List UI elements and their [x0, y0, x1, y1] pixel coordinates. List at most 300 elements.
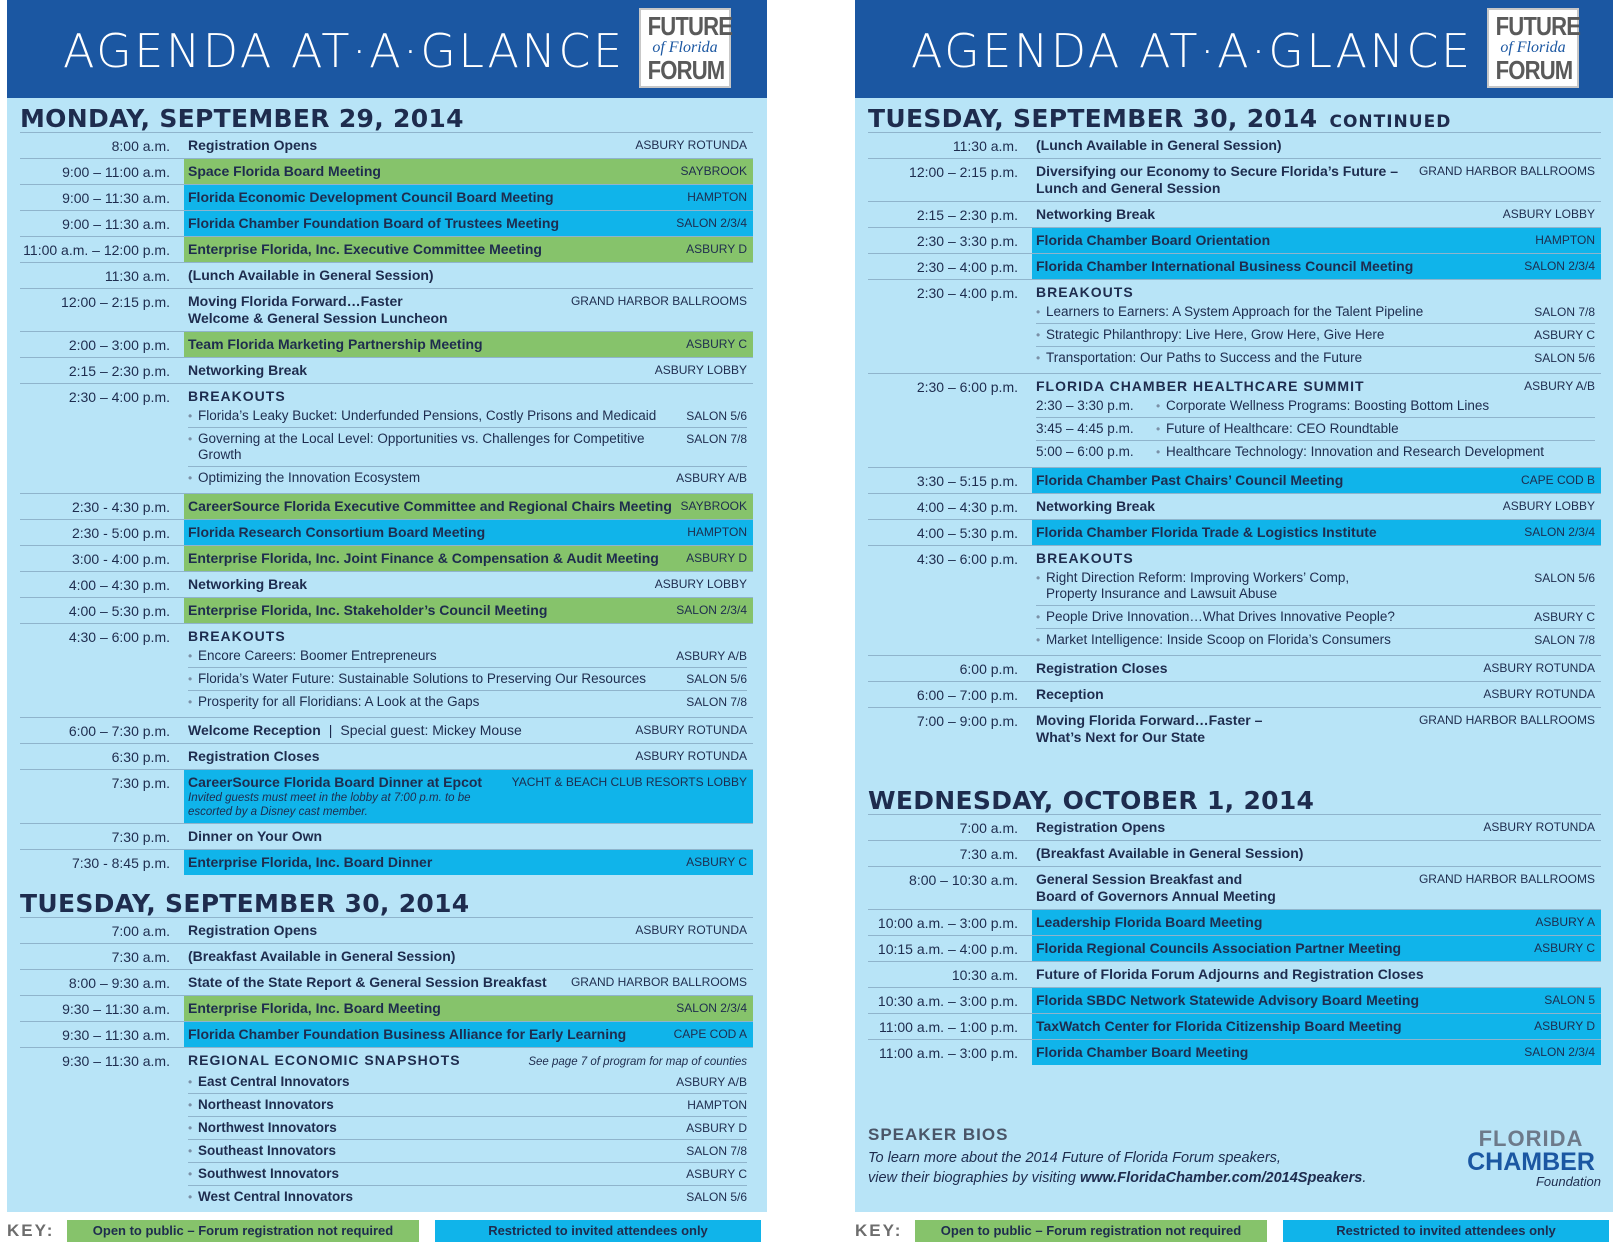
agenda-row — [868, 227, 1601, 253]
breakout-label: Transportation: Our Paths to Success and the Future — [1046, 350, 1363, 365]
event-title-text: Florida Chamber Foundation Board of Trustees Meeting — [188, 215, 560, 231]
event-location: ASBURY LOBBY — [654, 363, 747, 377]
agenda-time: 10:30 a.m. – 3:00 p.m. — [877, 993, 1018, 1009]
breakout-label: Prosperity for all Floridians: A Look at the Gaps — [198, 694, 480, 709]
event-title-text: Team Florida Marketing Partnership Meeting — [188, 336, 483, 352]
breakout-label: Southeast Innovators — [198, 1143, 337, 1158]
speaker-bios-title: SPEAKER BIOS — [868, 1125, 1009, 1144]
event-location: HAMPTON — [1535, 233, 1595, 247]
agenda-row — [868, 1013, 1601, 1039]
agenda-event — [1032, 202, 1601, 227]
breakout-block-title — [1036, 284, 1595, 301]
breakout-location: HAMPTON — [687, 1098, 747, 1112]
breakout-label: Southwest Innovators — [198, 1166, 340, 1181]
block-note: See page 7 of program for map of counties — [528, 1056, 747, 1068]
agenda-row — [20, 717, 753, 743]
agenda-event — [184, 598, 753, 623]
breakout-item — [188, 466, 747, 489]
agenda-event — [1032, 708, 1601, 750]
agenda-row — [20, 331, 753, 357]
agenda-row — [20, 158, 753, 184]
breakout-location: SALON 5/6 — [1534, 571, 1595, 585]
event-title — [1036, 258, 1516, 275]
breakout-item — [1036, 396, 1595, 417]
breakout-label: Market Intelligence: Inside Scoop on Florida’s Consumers — [1046, 632, 1391, 647]
agenda-row — [20, 383, 753, 493]
breakout-item — [1036, 323, 1595, 346]
agenda-time: 4:30 – 6:00 p.m. — [68, 629, 170, 645]
agenda-time: 7:30 p.m. — [111, 775, 170, 791]
agenda-row — [20, 943, 753, 969]
event-location: SALON 2/3/4 — [1524, 1045, 1595, 1059]
breakout-label: East Central Innovators — [198, 1074, 350, 1089]
breakout-item — [188, 690, 747, 713]
agenda-event — [1032, 546, 1601, 655]
agenda-event — [1032, 936, 1601, 961]
event-title — [1036, 232, 1527, 249]
event-title-text: Leadership Florida Board Meeting — [1036, 914, 1263, 930]
key-restricted: Restricted to invited attendees only — [1283, 1220, 1609, 1242]
block-title-text: FLORIDA CHAMBER HEALTHCARE SUMMIT — [1036, 378, 1365, 394]
speaker-bios-text: To learn more about the 2014 Future of Florida Forum speakers, view their biographies by visiting www.FloridaChamber.com/2014Speakers. — [868, 1150, 1367, 1186]
agenda-event — [184, 494, 753, 519]
agenda-time: 9:30 – 11:30 a.m. — [62, 1027, 170, 1043]
breakout-list — [188, 406, 747, 489]
event-title — [188, 974, 563, 991]
event-title — [1036, 206, 1495, 223]
block-title-text: BREAKOUTS — [188, 388, 286, 404]
agenda-row — [868, 814, 1601, 840]
breakout-list — [1036, 568, 1595, 651]
day-heading-monday: MONDAY, SEPTEMBER 29, 2014 — [20, 104, 464, 133]
event-title-text: Florida Economic Development Council Board Meeting — [188, 189, 554, 205]
event-location: GRAND HARBOR BALLROOMS — [1418, 713, 1595, 727]
agenda-event — [184, 159, 753, 184]
separator: | — [328, 722, 333, 738]
event-location: ASBURY C — [1534, 941, 1595, 955]
event-title-text: Reception — [1036, 686, 1104, 702]
event-title — [188, 293, 563, 327]
agenda-row — [20, 357, 753, 383]
agenda-event — [1032, 133, 1601, 158]
agenda-row — [868, 707, 1601, 750]
agenda-time: 11:30 a.m. — [104, 268, 170, 284]
agenda-time: 3:30 – 5:15 p.m. — [916, 473, 1018, 489]
event-location: ASBURY A/B — [1524, 379, 1595, 393]
event-location: HAMPTON — [687, 190, 747, 204]
bullet-icon: • — [188, 409, 193, 423]
event-title — [1036, 137, 1595, 154]
agenda-time: 6:30 p.m. — [111, 749, 170, 765]
agenda-time: 7:00 a.m. — [959, 820, 1018, 836]
event-title — [188, 524, 679, 541]
agenda-event — [1032, 494, 1601, 519]
agenda-row — [868, 253, 1601, 279]
bullet-icon: • — [1156, 445, 1161, 459]
breakout-label: Learners to Earners: A System Approach for the Talent Pipeline — [1046, 304, 1424, 319]
agenda-time: 8:00 – 10:30 a.m. — [909, 872, 1018, 888]
breakout-block-title — [188, 388, 747, 405]
event-title — [188, 267, 747, 284]
banner-title: AGENDA AT·A·GLANCE — [63, 24, 625, 78]
bullet-icon: • — [1036, 571, 1041, 585]
event-location: ASBURY ROTUNDA — [1483, 687, 1595, 701]
breakout-list — [1036, 396, 1595, 463]
event-location: ASBURY D — [1534, 1019, 1595, 1033]
event-title-text: (Breakfast Available in General Session) — [188, 948, 456, 964]
agenda-event — [1032, 988, 1601, 1013]
event-title-text: Florida Chamber Florida Trade & Logistics Institute — [1036, 524, 1377, 540]
agenda-row — [868, 655, 1601, 681]
agenda-row — [20, 597, 753, 623]
agenda-time: 6:00 – 7:30 p.m. — [68, 723, 170, 739]
event-title — [1036, 163, 1411, 197]
event-title — [188, 215, 668, 232]
agenda-row — [868, 545, 1601, 655]
breakout-location: ASBURY C — [686, 1167, 747, 1181]
agenda-time: 12:00 – 2:15 p.m. — [61, 294, 170, 310]
event-title-text: Space Florida Board Meeting — [188, 163, 381, 179]
event-title — [1036, 966, 1595, 983]
breakout-label: Strategic Philanthropy: Live Here, Grow Here, Give Here — [1046, 327, 1385, 342]
agenda-time: 8:00 – 9:30 a.m. — [68, 975, 170, 991]
florida-chamber-foundation-logo: FLORIDA CHAMBER Foundation — [1467, 1126, 1601, 1189]
event-title-text: Registration Closes — [1036, 660, 1168, 676]
agenda-time: 4:00 – 5:30 p.m. — [68, 603, 170, 619]
agenda-page-left — [7, 0, 767, 1212]
event-title-text: Florida Chamber Board Orientation — [1036, 232, 1271, 248]
agenda-time: 6:00 p.m. — [959, 661, 1018, 677]
agenda-event — [184, 572, 753, 597]
breakout-block-title — [1036, 378, 1595, 395]
agenda-time: 10:15 a.m. – 4:00 p.m. — [877, 941, 1018, 957]
agenda-time: 2:30 - 5:00 p.m. — [71, 525, 170, 541]
agenda-event — [184, 237, 753, 262]
agenda-time: 4:00 – 4:30 p.m. — [68, 577, 170, 593]
event-location: SALON 2/3/4 — [676, 1001, 747, 1015]
agenda-time: 7:00 – 9:00 p.m. — [916, 713, 1018, 729]
breakout-location: ASBURY A/B — [676, 1075, 747, 1089]
agenda-time: 4:00 – 4:30 p.m. — [916, 499, 1018, 515]
event-title — [1036, 1044, 1516, 1061]
breakout-location: SALON 7/8 — [686, 432, 747, 446]
event-title — [1036, 992, 1536, 1009]
breakout-block-title — [188, 628, 747, 645]
breakout-item — [1036, 417, 1595, 440]
bullet-icon: • — [1156, 422, 1161, 436]
event-title-text: Enterprise Florida, Inc. Board Meeting — [188, 1000, 441, 1016]
breakout-item — [188, 667, 747, 690]
day-heading-tuesday-continued: TUESDAY, SEPTEMBER 30, 2014 CONTINUED — [868, 104, 1452, 133]
breakout-item — [1036, 568, 1595, 605]
breakout-time: 3:45 – 4:45 p.m. — [1036, 421, 1134, 436]
agenda-row — [20, 262, 753, 288]
key-label: KEY: — [855, 1221, 903, 1240]
event-title — [188, 137, 627, 154]
agenda-time: 11:00 a.m. – 3:00 p.m. — [878, 1045, 1018, 1061]
agenda-row — [20, 132, 753, 158]
event-title-text: TaxWatch Center for Florida Citizenship Board Meeting — [1036, 1018, 1402, 1034]
event-location: CAPE COD B — [1520, 473, 1595, 487]
agenda-event — [184, 996, 753, 1021]
event-location: ASBURY ROTUNDA — [635, 138, 747, 152]
event-title-text: Registration Opens — [188, 137, 318, 153]
breakout-label: Florida’s Leaky Bucket: Underfunded Pensions, Costly Prisons and Medicaid — [198, 408, 657, 423]
event-title-text: (Breakfast Available in General Session) — [1036, 845, 1304, 861]
agenda-time: 7:30 - 8:45 p.m. — [71, 855, 170, 871]
agenda-row — [868, 1039, 1601, 1065]
bullet-icon: • — [1036, 633, 1041, 647]
schedule-list — [20, 132, 753, 875]
agenda-event — [1032, 228, 1601, 253]
breakout-label: Northeast Innovators — [198, 1097, 334, 1112]
event-location: SAYBROOK — [680, 499, 747, 513]
event-location: YACHT & BEACH CLUB RESORTS LOBBY — [511, 775, 747, 789]
breakout-label: Corporate Wellness Programs: Boosting Bottom Lines — [1166, 398, 1490, 413]
agenda-row — [868, 840, 1601, 866]
event-location: ASBURY D — [686, 551, 747, 565]
breakout-item — [188, 1116, 747, 1139]
event-location: GRAND HARBOR BALLROOMS — [1418, 164, 1595, 178]
agenda-event — [184, 918, 753, 943]
agenda-event — [1032, 280, 1601, 373]
agenda-row — [868, 681, 1601, 707]
agenda-time: 3:00 - 4:00 p.m. — [71, 551, 170, 567]
agenda-time: 11:00 a.m. – 12:00 p.m. — [23, 242, 170, 258]
bullet-icon: • — [188, 695, 193, 709]
agenda-time: 4:00 – 5:30 p.m. — [916, 525, 1018, 541]
event-location: ASBURY ROTUNDA — [635, 923, 747, 937]
agenda-time: 9:00 – 11:30 a.m. — [62, 190, 170, 206]
agenda-event — [184, 358, 753, 383]
agenda-event — [184, 970, 753, 995]
block-title-text: REGIONAL ECONOMIC SNAPSHOTS — [188, 1052, 461, 1068]
agenda-time: 2:15 – 2:30 p.m. — [68, 363, 170, 379]
event-title — [188, 922, 627, 939]
event-title-text: Florida Chamber Past Chairs’ Council Meeting — [1036, 472, 1344, 488]
agenda-row — [868, 493, 1601, 519]
breakout-label: Encore Careers: Boomer Entrepreneurs — [198, 648, 437, 663]
breakout-label: Florida’s Water Future: Sustainable Solutions to Preserving Our Resources — [198, 671, 646, 686]
bullet-icon: • — [188, 1098, 193, 1112]
agenda-row — [868, 961, 1601, 987]
event-location: CAPE COD A — [673, 1027, 747, 1041]
agenda-event — [184, 944, 753, 969]
agenda-time: 10:30 a.m. — [951, 967, 1018, 983]
event-title — [1036, 660, 1475, 677]
breakout-label: West Central Innovators — [198, 1189, 354, 1204]
breakout-item — [188, 427, 747, 466]
breakout-location: SALON 7/8 — [686, 695, 747, 709]
breakout-item — [188, 406, 747, 427]
agenda-row — [20, 917, 753, 943]
event-title-text: Florida Research Consortium Board Meeting — [188, 524, 486, 540]
breakout-location: SALON 5/6 — [1534, 351, 1595, 365]
agenda-row — [20, 493, 753, 519]
key-label: KEY: — [7, 1221, 55, 1240]
future-of-florida-forum-logo: FUTURE of Florida FORUM — [639, 8, 731, 88]
schedule-list — [20, 917, 753, 1212]
agenda-time: 7:30 a.m. — [111, 949, 170, 965]
agenda-time: 6:00 – 7:00 p.m. — [916, 687, 1018, 703]
breakout-location: ASBURY A/B — [676, 649, 747, 663]
breakout-item — [1036, 605, 1595, 628]
breakout-label: Future of Healthcare: CEO Roundtable — [1166, 421, 1399, 436]
breakout-item — [188, 646, 747, 667]
page-banner — [7, 0, 767, 98]
agenda-row — [20, 288, 753, 331]
banner-title: AGENDA AT·A·GLANCE — [911, 24, 1473, 78]
event-location: SAYBROOK — [680, 164, 747, 178]
event-title-text: Dinner on Your Own — [188, 828, 323, 844]
agenda-row — [868, 909, 1601, 935]
breakout-list — [188, 646, 747, 713]
agenda-event — [184, 824, 753, 849]
breakout-item — [188, 1139, 747, 1162]
agenda-time: 2:30 – 4:00 p.m. — [68, 389, 170, 405]
event-title-text: Florida Chamber Board Meeting — [1036, 1044, 1249, 1060]
bullet-icon: • — [188, 1075, 193, 1089]
agenda-row — [868, 519, 1601, 545]
event-title-text: Networking Break — [1036, 206, 1156, 222]
agenda-event — [184, 384, 753, 493]
event-location: SALON 2/3/4 — [676, 216, 747, 230]
event-title-text: Enterprise Florida, Inc. Joint Finance & Compensation & Audit Meeting — [188, 550, 659, 566]
agenda-row — [20, 623, 753, 717]
agenda-event — [184, 185, 753, 210]
event-title-text: Registration Opens — [188, 922, 318, 938]
event-title — [1036, 845, 1595, 862]
event-title — [188, 948, 747, 965]
day-heading-tuesday: TUESDAY, SEPTEMBER 30, 2014 — [20, 889, 470, 918]
agenda-page-right — [855, 0, 1613, 1212]
event-title-line1: General Session Breakfast and — [1036, 871, 1243, 887]
day-heading-wednesday: WEDNESDAY, OCTOBER 1, 2014 — [868, 786, 1315, 815]
agenda-row — [20, 236, 753, 262]
agenda-event — [184, 133, 753, 158]
agenda-row — [20, 571, 753, 597]
agenda-time: 2:30 – 6:00 p.m. — [916, 379, 1018, 395]
agenda-event — [184, 546, 753, 571]
agenda-time: 12:00 – 2:15 p.m. — [909, 164, 1018, 180]
agenda-time: 2:30 – 3:30 p.m. — [916, 233, 1018, 249]
agenda-time: 2:30 - 4:30 p.m. — [71, 499, 170, 515]
breakout-item — [1036, 440, 1595, 463]
agenda-event — [184, 1048, 753, 1212]
event-title-text: Registration Closes — [188, 748, 320, 764]
event-title-text: CareerSource Florida Board Dinner at Epcot — [188, 774, 483, 790]
schedule-list — [868, 132, 1601, 750]
agenda-row — [868, 373, 1601, 467]
bullet-icon: • — [1036, 328, 1041, 342]
event-location: ASBURY LOBBY — [1502, 499, 1595, 513]
event-location: GRAND HARBOR BALLROOMS — [570, 294, 747, 308]
agenda-time: 9:00 – 11:00 a.m. — [62, 164, 170, 180]
agenda-event — [1032, 1014, 1601, 1039]
breakout-time: 2:30 – 3:30 p.m. — [1036, 398, 1134, 413]
agenda-row — [20, 849, 753, 875]
agenda-row — [20, 545, 753, 571]
breakout-label: Healthcare Technology: Innovation and Research Development — [1166, 444, 1544, 459]
agenda-row — [868, 935, 1601, 961]
event-title — [188, 550, 678, 567]
agenda-content — [20, 98, 753, 1212]
event-location: SALON 2/3/4 — [676, 603, 747, 617]
breakout-label: People Drive Innovation…What Drives Innovative People? — [1046, 609, 1395, 624]
breakout-block-title — [188, 1052, 747, 1071]
event-title-line2: Welcome & General Session Luncheon — [188, 310, 448, 326]
agenda-event — [184, 624, 753, 717]
event-title-text: Networking Break — [1036, 498, 1156, 514]
agenda-event — [1032, 254, 1601, 279]
event-location: ASBURY ROTUNDA — [1483, 661, 1595, 675]
bullet-icon: • — [1036, 610, 1041, 624]
event-title-text: Welcome Reception — [188, 722, 321, 738]
agenda-row — [20, 184, 753, 210]
block-title-text: BREAKOUTS — [1036, 550, 1134, 566]
event-title — [188, 163, 673, 180]
agenda-event — [184, 744, 753, 769]
breakout-label: Northwest Innovators — [198, 1120, 337, 1135]
event-title-text: Florida Chamber Foundation Business Alliance for Early Learning — [188, 1026, 627, 1042]
agenda-row — [868, 158, 1601, 201]
agenda-time: 9:00 – 11:30 a.m. — [62, 216, 170, 232]
event-title-line1: Diversifying our Economy to Secure Florida’s Future – — [1036, 163, 1399, 179]
agenda-time: 10:00 a.m. – 3:00 p.m. — [877, 915, 1018, 931]
event-title — [1036, 498, 1495, 515]
event-title-line2: Lunch and General Session — [1036, 180, 1221, 196]
event-location: SALON 2/3/4 — [1524, 259, 1595, 273]
breakout-list — [188, 1072, 747, 1208]
breakout-item — [1036, 628, 1595, 651]
key-open-to-public: Open to public – Forum registration not required — [915, 1220, 1267, 1242]
agenda-event — [1032, 1040, 1601, 1065]
bullet-icon: • — [188, 649, 193, 663]
event-location: ASBURY LOBBY — [654, 577, 747, 591]
event-title — [188, 1026, 666, 1043]
breakout-location: SALON 7/8 — [1534, 633, 1595, 647]
event-title-text: (Lunch Available in General Session) — [1036, 137, 1282, 153]
event-title — [188, 336, 678, 353]
speaker-bios-link[interactable]: www.FloridaChamber.com/2014Speakers — [1079, 1170, 1363, 1186]
key-restricted: Restricted to invited attendees only — [435, 1220, 761, 1242]
agenda-event — [1032, 159, 1601, 201]
agenda-time: 2:30 – 4:00 p.m. — [916, 285, 1018, 301]
color-key — [855, 1212, 1613, 1250]
agenda-row — [20, 1021, 753, 1047]
agenda-time: 2:00 – 3:00 p.m. — [68, 337, 170, 353]
agenda-row — [20, 995, 753, 1021]
special-guest: Special guest: Mickey Mouse — [340, 722, 522, 738]
agenda-event — [1032, 682, 1601, 707]
event-location: ASBURY ROTUNDA — [635, 723, 747, 737]
agenda-event — [184, 211, 753, 236]
agenda-row — [20, 823, 753, 849]
event-title — [1036, 914, 1527, 931]
agenda-event — [184, 1022, 753, 1047]
agenda-time: 11:00 a.m. – 1:00 p.m. — [878, 1019, 1018, 1035]
event-title — [1036, 524, 1516, 541]
event-title — [1036, 1018, 1526, 1035]
agenda-row — [868, 132, 1601, 158]
breakout-item — [1036, 346, 1595, 369]
agenda-content — [868, 98, 1601, 1065]
event-title — [1036, 940, 1526, 957]
event-title — [1036, 686, 1475, 703]
agenda-event — [1032, 374, 1601, 467]
agenda-row — [868, 201, 1601, 227]
agenda-time: 7:30 p.m. — [111, 829, 170, 845]
